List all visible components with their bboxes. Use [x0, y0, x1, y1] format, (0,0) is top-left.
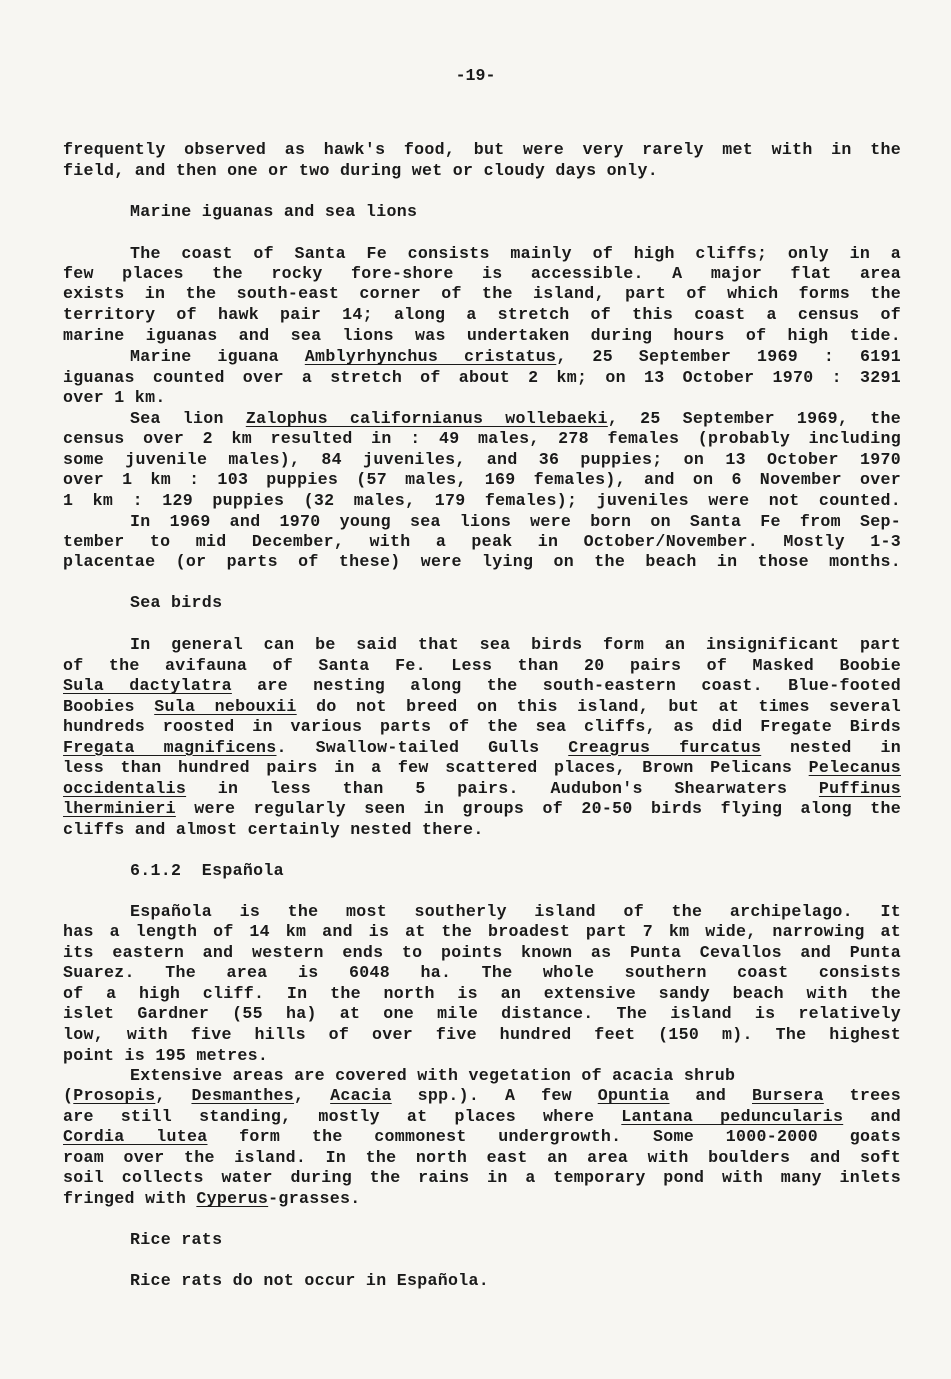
- text-line: [63, 284, 901, 304]
- text-line: [63, 305, 901, 325]
- text-line: [130, 409, 901, 429]
- text-run: of a high cliff. In the north is an extensive sandy beach with the: [63, 984, 901, 1003]
- text-run: spp.). A few: [391, 1086, 598, 1105]
- text-line: [63, 697, 901, 717]
- text-run: Rice rats: [130, 1230, 223, 1249]
- text-run: , 25 September 1969 : 6191: [556, 347, 901, 366]
- text-run: field, and then one or two during wet or cloudy days only.: [63, 161, 658, 180]
- text-line: [63, 676, 901, 696]
- text-line: [63, 1004, 901, 1024]
- text-line: [130, 861, 284, 881]
- text-line: [63, 1086, 901, 1106]
- text-run: placentae (or parts of these) were lying on the beach in those months.: [63, 552, 901, 571]
- text-run: territory of hawk pair 14; along a stretch of this coast a census of: [63, 305, 901, 324]
- text-line: [130, 635, 901, 655]
- underlined-term: Desmanthes: [191, 1086, 295, 1105]
- text-line: [63, 532, 901, 552]
- text-run: in less than 5 pairs. Audubon's Shearwaters: [186, 779, 819, 798]
- text-line: [130, 1271, 489, 1291]
- text-line: [63, 491, 901, 511]
- text-line: [63, 326, 901, 346]
- underlined-term: Puffinus: [818, 779, 901, 798]
- text-run: Extensive areas are covered with vegetation of acacia shrub: [130, 1066, 736, 1085]
- text-line: [63, 388, 166, 408]
- text-run: point is 195 metres.: [63, 1046, 269, 1065]
- underlined-term: Pelecanus: [808, 758, 901, 777]
- text-run: fringed with: [63, 1189, 197, 1208]
- text-run: low, with five hills of over five hundred feet (150 m). The highest: [63, 1025, 901, 1044]
- text-line: [63, 820, 484, 840]
- text-run: Rice rats do not occur in Española.: [130, 1271, 490, 1290]
- text-line: [63, 450, 901, 470]
- text-run: few places the rocky fore-shore is accessible. A major flat area: [63, 264, 901, 283]
- underlined-term: Sula nebouxii: [154, 697, 297, 716]
- text-line: [130, 202, 417, 222]
- underlined-term: occidentalis: [63, 779, 187, 798]
- text-run: and: [843, 1107, 901, 1126]
- underlined-term: lherminieri: [63, 799, 176, 818]
- text-run: form the commonest undergrowth. Some 1000-2000 goats: [207, 1127, 901, 1146]
- underlined-term: Prosopis: [73, 1086, 156, 1105]
- text-run: In 1969 and 1970 young sea lions were born on Santa Fe from Sep-: [130, 512, 901, 531]
- text-line: [63, 161, 658, 181]
- underlined-term: Fregata magnificens: [63, 738, 277, 757]
- text-run: are still standing, mostly at places where: [63, 1107, 622, 1126]
- text-run: . Swallow-tailed Gulls: [276, 738, 569, 757]
- underlined-term: Cyperus: [196, 1189, 269, 1208]
- text-run: roam over the island. In the north east an area with boulders and soft: [63, 1148, 901, 1167]
- text-line: [130, 902, 901, 922]
- text-line: [63, 758, 901, 778]
- text-run: 6.1.2 Española: [130, 861, 284, 880]
- text-line: [63, 1046, 268, 1066]
- text-line: [130, 1066, 735, 1086]
- text-line: [63, 922, 901, 942]
- text-run: do not breed on this island, but at times several: [296, 697, 901, 716]
- text-run: In general can be said that sea birds form an insignificant part: [130, 635, 901, 654]
- text-run: -grasses.: [268, 1189, 361, 1208]
- text-run: marine iguanas and sea lions was undertaken during hours of high tide.: [63, 326, 901, 345]
- text-run: iguanas counted over a stretch of about 2 km; on 13 October 1970 : 3291: [63, 368, 901, 387]
- underlined-term: Sula dactylatra: [63, 676, 232, 695]
- text-run: trees: [823, 1086, 901, 1105]
- text-line: [63, 717, 901, 737]
- text-run: has a length of 14 km and is at the broadest part 7 km wide, narrowing at: [63, 922, 901, 941]
- text-line: [63, 1107, 901, 1127]
- text-run: of the avifauna of Santa Fe. Less than 20 pairs of Masked Boobie: [63, 656, 901, 675]
- underlined-term: Acacia: [330, 1086, 392, 1105]
- text-line: [63, 1025, 901, 1045]
- text-run: ,: [294, 1086, 331, 1105]
- text-run: islet Gardner (55 ha) at one mile distance. The island is relatively: [63, 1004, 901, 1023]
- text-run: tember to mid December, with a peak in October/November. Mostly 1-3: [63, 532, 901, 551]
- text-run: over 1 km.: [63, 388, 166, 407]
- text-run: Suarez. The area is 6048 ha. The whole southern coast consists: [63, 963, 901, 982]
- text-run: hundreds roosted in various parts of the sea cliffs, as did Fregate Birds: [63, 717, 901, 736]
- text-run: (: [63, 1086, 74, 1105]
- text-line: [63, 1127, 901, 1147]
- underlined-term: Zalophus californianus wollebaeki: [245, 409, 608, 428]
- page-number: -19-: [455, 66, 496, 85]
- text-line: [63, 1148, 901, 1168]
- text-line: [63, 779, 901, 799]
- underlined-term: Creagrus furcatus: [568, 738, 762, 757]
- underlined-term: Lantana peduncularis: [621, 1107, 844, 1126]
- text-run: exists in the south-east corner of the island, part of which forms the: [63, 284, 901, 303]
- text-run: Española is the most southerly island of the archipelago. It: [130, 902, 901, 921]
- text-line: [63, 943, 901, 963]
- text-run: nested in: [761, 738, 901, 757]
- text-run: Marine iguana: [130, 347, 305, 366]
- text-line: [63, 656, 901, 676]
- text-line: [130, 347, 901, 367]
- text-line: [63, 1189, 361, 1209]
- text-run: cliffs and almost certainly nested there.: [63, 820, 484, 839]
- text-line: [63, 1168, 901, 1188]
- text-run: Marine iguanas and sea lions: [130, 202, 418, 221]
- text-line: [63, 984, 901, 1004]
- text-run: Boobies: [63, 697, 155, 716]
- text-run: are nesting along the south-eastern coast. Blue-footed: [231, 676, 902, 695]
- underlined-term: Bursera: [752, 1086, 824, 1105]
- text-line: [130, 593, 222, 613]
- text-run: were regularly seen in groups of 20-50 birds flying along the: [175, 799, 901, 818]
- text-run: Sea birds: [130, 593, 223, 612]
- text-run: The coast of Santa Fe consists mainly of high cliffs; only in a: [130, 244, 901, 263]
- text-line: [63, 264, 901, 284]
- text-line: [63, 799, 901, 819]
- text-line: [130, 512, 901, 532]
- text-run: , 25 September 1969, the: [607, 409, 901, 428]
- text-run: its eastern and western ends to points known as Punta Cevallos and Punta: [63, 943, 901, 962]
- text-line: [63, 738, 901, 758]
- text-line: [63, 368, 901, 388]
- text-line: [63, 470, 901, 490]
- text-run: less than hundred pairs in a few scattered places, Brown Pelicans: [63, 758, 809, 777]
- text-line: [130, 244, 901, 264]
- text-run: frequently observed as hawk's food, but were very rarely met with in the: [63, 140, 901, 159]
- text-run: soil collects water during the rains in a temporary pond with many inlets: [63, 1168, 901, 1187]
- text-line: [63, 963, 901, 983]
- text-line: [63, 429, 901, 449]
- underlined-term: Amblyrhynchus cristatus: [304, 347, 557, 366]
- text-run: and: [669, 1086, 752, 1105]
- text-run: 1 km : 129 puppies (32 males, 179 females); juveniles were not counted.: [63, 491, 901, 510]
- underlined-term: Opuntia: [597, 1086, 670, 1105]
- text-run: Sea lion: [130, 409, 246, 428]
- text-run: some juvenile males), 84 juveniles, and 36 puppies; on 13 October 1970: [63, 450, 901, 469]
- text-line: [63, 552, 901, 572]
- text-line: [63, 140, 901, 160]
- text-run: ,: [155, 1086, 192, 1105]
- text-run: over 1 km : 103 puppies (57 males, 169 females), and on 6 November over: [63, 470, 901, 489]
- text-run: census over 2 km resulted in : 49 males, 278 females (probably including: [63, 429, 901, 448]
- underlined-term: Cordia lutea: [63, 1127, 208, 1146]
- text-line: [130, 1230, 222, 1250]
